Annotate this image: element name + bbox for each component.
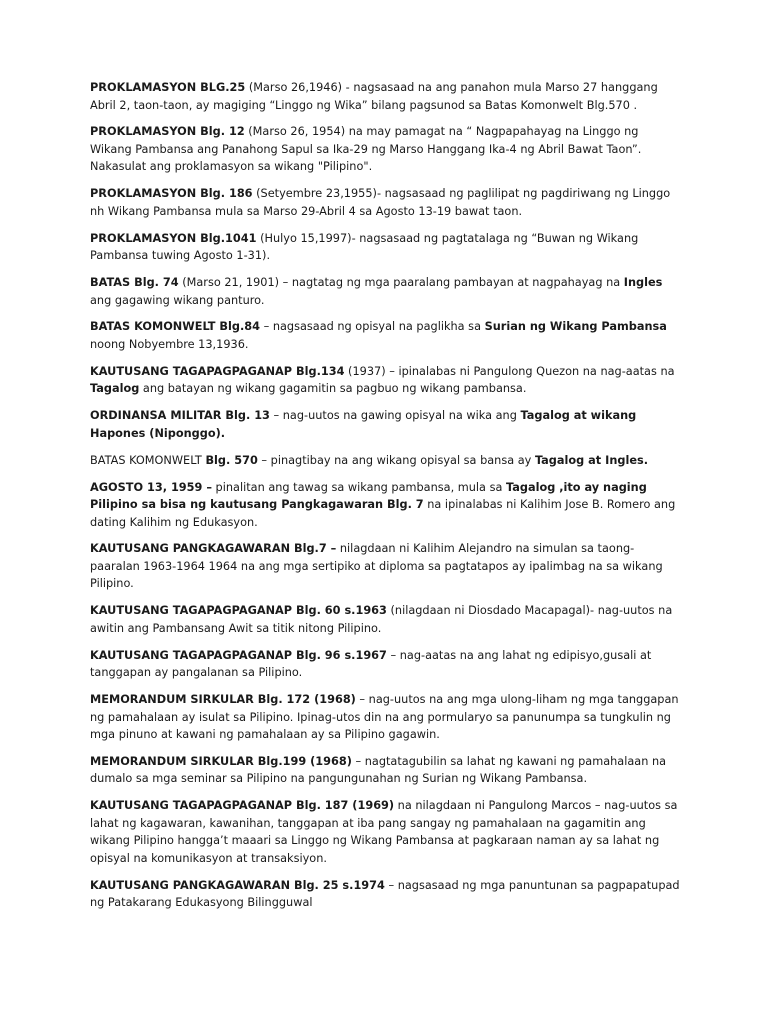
law-description: – nagsasaad ng opisyal na paglikha sa [260,320,485,334]
law-title: PROKLAMASYON Blg. 186 [90,187,253,201]
batas-74-paragraph [90,274,680,309]
kautusan-96-paragraph [90,647,680,682]
emphasis-text: Surian ng Wikang Pambansa [484,320,667,334]
emphasis-text: Tagalog ,ito ay naging Pilipino sa bisa ng kautusang Pangkagawaran Blg. 7 [90,480,647,512]
law-description: na ipinalabas ni Kalihim Jose B. Romero ang dating Kalihim ng Edukasyon. [90,498,676,529]
emphasis-text: Ingles [623,276,663,290]
memorandum-199-paragraph [90,753,680,788]
law-title: MEMORANDUM SIRKULAR Blg. 172 (1968) [90,693,356,707]
kautusan-60-paragraph [90,602,680,637]
law-title: PROKLAMASYON BLG.25 [90,81,246,94]
kautusan-134-paragraph [90,363,680,398]
law-title: KAUTUSANG PANGKAGAWARAN Blg. 25 s.1974 [90,878,385,892]
emphasis-text: Tagalog [90,382,140,396]
proklamasyon-186-paragraph [90,185,680,220]
law-description: (Marso 26, 1954) na may pamagat na “ Nagpapahayag na Linggo ng Wikang Pambansa ang Panahong Sapul sa Ika-29 ng Marso Hanggang Ika-4 ng Abril Bawat Taon”. Nakasulat ang proklamasyon sa wikang "Pilipino". [90,125,642,174]
law-description: (Marso 21, 1901) – nagtatag ng mga paaralang pambayan at nagpahayag na [178,276,624,290]
proklamasyon-1041-paragraph [90,230,680,265]
document-body [90,79,680,921]
law-title: Blg. 570 [205,453,258,467]
law-title: KAUTUSANG TAGAPAGPAGANAP Blg.134 [90,364,345,378]
law-description: (nilagdaan ni Diosdado Macapagal)- nag-uutos na awitin ang Pambansang Awit sa titik nitong Pilipino. [90,604,673,635]
kautusang-pangkagawaran-25-paragraph [90,877,680,912]
ordinansa-militar-13-paragraph [90,407,680,442]
agosto-1959-paragraph [90,479,680,532]
law-description: – nag-aatas na ang lahat ng edipisyo,gusali at tanggapan ay pangalanan sa Pilipino. [90,648,652,680]
proklamasyon-12-paragraph [90,123,680,176]
law-description: – nag-uutos na ang mga ulong-liham ng mga tanggapan ng pamahalaan ay isulat sa Pilipino. Ipinag-utos din na ang pormularyo sa panunumpa sa tungkulin ng mga pinuno at kawani ng pamahalaan ay sa Pilipino gagawin. [90,693,679,742]
batas-komonwelt-570-paragraph [90,452,680,470]
law-title: KAUTUSANG TAGAPAGPAGANAP Blg. 96 s.1967 [90,648,387,662]
law-title: AGOSTO 13, 1959 – [90,480,212,494]
law-description: ang gagawing wikang panturo. [90,293,265,307]
law-description: – nagsasaad ng mga panuntunan sa pagpapatupad ng Patakarang Edukasyong Bilingguwal [90,878,680,910]
kautusan-187-paragraph [90,797,680,867]
law-description: – nag-uutos na gawing opisyal na wika ang [269,409,521,423]
law-description: – nagtatagubilin sa lahat ng kawani ng pamahalaan na dumalo sa mga seminar sa Pilipino na pangungunahan ng Surian ng Wikang Pambansa. [90,754,667,786]
law-title: ORDINANSA MILITAR Blg. 13 [90,409,270,423]
law-description: (1937) – ipinalabas ni Pangulong Quezon na nag-aatas na [344,364,675,378]
law-description: noong Nobyembre 13,1936. [90,337,249,351]
law-description: na nilagdaan ni Pangulong Marcos – nag-uutos sa lahat ng kagawaran, kawanihan, tanggapan at iba pang sangay ng pamahalaan na gagamitin ang wikang Pilipino hangga’t maaari sa Linggo ng Wikang Pambansa at pagkaraan naman ay sa lahat ng opisyal na komunikasyon at transaksiyon. [90,799,678,865]
law-title: BATAS KOMONWELT [90,453,206,467]
kautusang-pangkagawaran-7-paragraph [90,540,680,593]
law-title: MEMORANDUM SIRKULAR Blg.199 (1968) [90,754,352,768]
law-title: BATAS Blg. 74 [90,276,179,290]
law-description: – pinagtibay na ang wikang opisyal sa bansa ay [257,453,535,467]
emphasis-text: Tagalog at Ingles. [534,453,649,467]
law-description: ang batayan ng wikang gagamitin sa pagbuo ng wikang pambansa. [139,382,527,396]
law-title: KAUTUSANG TAGAPAGPAGANAP Blg. 187 (1969) [90,799,395,813]
law-title: BATAS KOMONWELT Blg.84 [90,320,260,334]
law-title: PROKLAMASYON Blg. 12 [90,125,245,139]
law-description: (Hulyo 15,1997)- nagsasaad ng pagtatalaga ng “Buwan ng Wikang Pambansa tuwing Agosto 1-31). [90,231,639,263]
law-title: PROKLAMASYON Blg.1041 [90,231,257,245]
proklamasyon-25-paragraph [90,79,680,114]
law-title: KAUTUSANG PANGKAGAWARAN Blg.7 – [90,542,337,556]
law-description: pinalitan ang tawag sa wikang pambansa, mula sa [211,480,506,494]
law-description: (Setyembre 23,1955)- nagsasaad ng paglilipat ng pagdiriwang ng Linggo nh Wikang Pambansa mula sa Marso 29-Abril 4 sa Agosto 13-19 bawat taon. [90,187,671,218]
law-description: (Marso 26,1946) - nagsasaad na ang panahon mula Marso 27 hanggang Abril 2, taon-taon, ay magiging “Linggo ng Wika” bilang pagsunod sa Batas Komonwelt Blg.570 . [90,81,658,112]
emphasis-text: Tagalog at wikang Hapones (Niponggo). [90,409,637,440]
law-title: KAUTUSANG TAGAPAGPAGANAP Blg. 60 s.1963 [90,604,387,618]
batas-komonwelt-84-paragraph [90,318,680,353]
law-description: nilagdaan ni Kalihim Alejandro na simulan sa taong-paaralan 1963-1964 1964 na ang mga sertipiko at diploma sa pagtatapos ay ipalimbag na sa wikang Pilipino. [90,542,663,591]
memorandum-172-paragraph [90,691,680,744]
